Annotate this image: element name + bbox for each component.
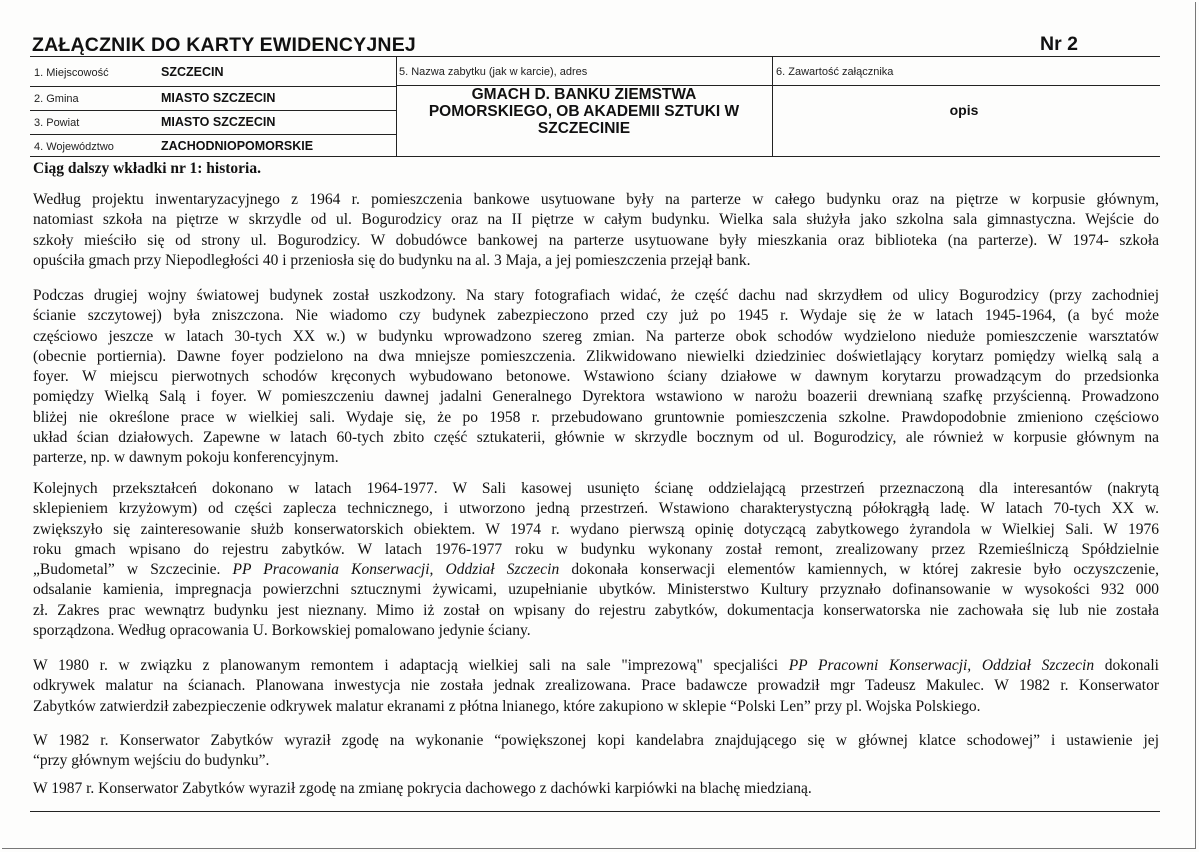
- text-run: pomiędzy Wielką Salą i foyer. W pomieszczeniu dawnej jadalni Generalnego Dyrektora wstawiono w narożu boazerii drewnianą szafkę przyścienną. Prowadzono: [33, 388, 1159, 406]
- history-paragraph: [33, 479, 1159, 641]
- field-value-locality: SZCZECIN: [161, 65, 224, 79]
- paragraph-line: [33, 479, 1159, 499]
- text-run: sklepieniem krzyżowym) od części zaplecza technicznego, i utworzono jedną przestrzeń. Wstawiono charakterystyczną półokrągłą ladę. W latach 70-tych XX w.: [33, 500, 1159, 518]
- text-run: opuściła gmach przy Niepodległości 40 i przeniosła się do budynku na al. 3 Maja, a jej pomieszczenia przejął bank.: [33, 251, 751, 269]
- paragraph-line: [33, 286, 1159, 306]
- text-run: roku gmach wpisano do rejestru zabytków. W latach 1976-1977 roku w budynku wykonany został remont, zrealizowany przez Rzemieślniczą Spółdzielnie: [33, 540, 1159, 558]
- monument-name-line: SZCZECINIE: [537, 120, 631, 137]
- paragraph-line: [33, 580, 1159, 600]
- history-paragraph: [33, 731, 1159, 772]
- field-label-locality: 1. Miejscowość: [34, 67, 109, 79]
- paragraph-line: [33, 560, 1159, 580]
- section-title: Ciąg dalszy wkładki nr 1: historia.: [33, 160, 261, 177]
- field-label-monument-name: 5. Nazwa zabytku (jak w karcie), adres: [399, 66, 588, 78]
- form-row-divider: [30, 134, 396, 135]
- document-title: ZAŁĄCZNIK DO KARTY EWIDENCYJNEJ: [32, 34, 416, 56]
- paragraph-line: [33, 367, 1159, 387]
- text-run: zwiększyło się zainteresowanie służb konserwatorskich obiektem. W 1974 r. wydano pierwszą opinię dotyczącą zabytkowego żyrandola w Wielkiej Sali. W 1976: [33, 520, 1159, 538]
- paragraph-line: [33, 231, 1159, 251]
- paragraph-line: [33, 676, 1159, 696]
- text-run: parterze, np. w dawnym pokoju konferencyjnym.: [33, 449, 339, 467]
- paragraph-line: [33, 779, 1159, 799]
- text-run: szkoły mieściło się od strony ul. Bogurodzicy. W dobudówce bankowej na parterze usytuowane były mieszkania oraz biblioteka (na parterze). W 1974- szkoła: [33, 231, 1159, 249]
- text-run: odsalanie kamienia, impregnacja powierzchni sztucznymi żywicami, uzupełnianie ubytków. Ministerstwo Kultury przyznało dofinansowanie w wysokości 932 000: [33, 581, 1159, 599]
- form-row-divider: [30, 86, 396, 87]
- paragraph-line: [33, 408, 1159, 428]
- field-label-commune: 2. Gmina: [34, 93, 79, 105]
- paragraph-line: [33, 656, 1159, 676]
- paragraph-line: [33, 347, 1159, 367]
- history-paragraph: [33, 779, 1159, 799]
- text-run: Zabytków zatwierdził zabezpieczenie odkrywek malatur ekranami z płótna lnianego, które zakupiono w sklepie “Polski Len” przy pl. Wojska Polskiego.: [33, 697, 981, 715]
- paragraph-line: [33, 621, 1159, 641]
- text-run: bliżej nie określone prace w wielkiej sali. Wydaje się, że po 1958 r. przebudowano gruntownie pomieszczenia szkolne. Prawdopodobnie zmieniono częściowo: [33, 408, 1159, 426]
- attachment-number: Nr 2: [1040, 33, 1078, 55]
- paragraph-line: [33, 327, 1159, 347]
- text-run: ścianie szczytowej) była zniszczona. Nie wiadomo czy budynek zabezpieczono przed czy już po 1945 r. Wydaje się że w latach 1945-1964, (a być może: [33, 307, 1159, 325]
- field-label-contents: 6. Zawartość załącznika: [776, 66, 894, 78]
- text-run: częściowo jeszcze w latach 30-tych XX w.) w budynku wprowadzono szereg zmian. Na parterze obok schodów wydzielono nieduże pomieszczenie warsztatów: [33, 327, 1159, 345]
- history-paragraph: [33, 286, 1159, 469]
- field-value-voivodeship: ZACHODNIOPOMORSKIE: [161, 139, 314, 153]
- text-run: dokonała konserwacji elementów kamiennych, w której zakresie było oczyszczenie,: [559, 561, 1159, 579]
- form-row-divider: [30, 110, 396, 111]
- text-run: W 1987 r. Konserwator Zabytków wyraził zgodę na zmianę pokrycia dachowego z dachówki karpiówki na blachę miedzianą.: [33, 780, 812, 797]
- text-run: sporządzona. Według opracowania U. Borkowskiej pomalowano jedynie ściany.: [33, 622, 531, 640]
- form-bottom-rule: [30, 156, 1160, 157]
- history-paragraph: [33, 656, 1159, 717]
- paragraph-line: [33, 448, 1159, 468]
- text-run: dokonali: [1094, 657, 1159, 674]
- monument-name-line: GMACH D. BANKU ZIEMSTWA: [471, 86, 697, 103]
- paragraph-line: [33, 251, 1159, 271]
- text-run: foyer. W miejscu pierwotnych schodów kręconych wybudowano betonowe. Wstawiono ściany działowe w dawnym korytarzu prowadzącym do przedsionka: [33, 368, 1159, 386]
- paragraph-line: [33, 751, 1159, 771]
- paragraph-line: [33, 601, 1159, 621]
- text-run: układ ścian działowych. Zapewne w latach 60-tych zbito część sztukaterii, głównie w skrzydle bocznym od ul. Bogurodzicy, ale również w korpusie głównym na: [33, 429, 1159, 447]
- text-run: Kolejnych przekształceń dokonano w latach 1964-1977. W Sali kasowej usunięto ścianę oddzielającą przestrzeń przeznaczoną dla interesantów (nakrytą: [33, 480, 1159, 497]
- paragraph-line: [33, 306, 1159, 326]
- text-run: odkrywek malatur na ścianach. Planowana inwestycja nie została jednak zrealizowana. Prace badawcze prowadził mgr Tadeusz Makulec. W 1982 r. Konserwator: [33, 677, 1159, 695]
- paragraph-line: [33, 210, 1159, 230]
- paragraph-line: [33, 540, 1159, 560]
- monument-name: [396, 86, 772, 137]
- text-run: zł. Zakres prac wewnątrz budynku jest nieznany. Mimo iż został on wpisany do rejestru zabytków, dokumentacja konserwatorska nie zachowała się lub nie została: [33, 601, 1159, 619]
- field-value-commune: MIASTO SZCZECIN: [161, 91, 276, 105]
- field-value-contents: opis: [949, 102, 979, 118]
- text-run: Podczas drugiej wojny światowej budynek został uszkodzony. Na stary fotografiach widać, że część dachu nad skrzydłem od ulicy Bogurodzicy (przy zachodniej: [33, 287, 1159, 304]
- paragraph-line: [33, 428, 1159, 448]
- paragraph-line: [33, 499, 1159, 519]
- paragraph-line: [33, 731, 1159, 751]
- paragraph-line: [33, 520, 1159, 540]
- field-label-voivodeship: 4. Województwo: [34, 141, 114, 153]
- paragraph-line: [33, 697, 1159, 717]
- paragraph-line: [33, 190, 1159, 210]
- text-run: (obecnie portiernia). Dawne foyer podzielono na dwa mniejsze pomieszczenia. Zlikwidowano niewielki dziedziniec doświetlający korytarz pomiędzy wielką salą a: [33, 347, 1159, 365]
- header-rule: [30, 56, 1160, 57]
- text-run: „Budometal” w Szczecinie.: [33, 561, 233, 579]
- monument-name-line: POMORSKIEGO, OB AKADEMII SZTUKI W: [428, 103, 740, 120]
- text-run: Według projektu inwentaryzacyjnego z 1964 r. pomieszczenia bankowe usytuowane były na parterze w całego budynku oraz na piętrze w korpusie głównym,: [33, 191, 1159, 208]
- text-run: W 1980 r. w związku z planowanym remontem i adaptacją wielkiej sali na sale "imprezową" specjaliści: [33, 657, 789, 674]
- text-run: W 1982 r. Konserwator Zabytków wyraził zgodę na wykonanie “powiększonej kopi kandelabra znajdującego się w głównej klatce schodowej” i ustawienie jej: [33, 732, 1159, 749]
- italic-text: PP Pracowania Konserwacji, Oddział Szczecin: [232, 561, 560, 579]
- italic-text: PP Pracowni Konserwacji, Oddział Szczecin: [788, 657, 1095, 674]
- form-row-divider: [772, 85, 1160, 86]
- text-run: “przy głównym wejściu do budynku”.: [33, 752, 270, 770]
- field-label-county: 3. Powiat: [34, 117, 80, 129]
- history-paragraph: [33, 190, 1159, 271]
- footer-rule: [30, 811, 1160, 812]
- field-value-county: MIASTO SZCZECIN: [161, 115, 276, 129]
- paragraph-line: [33, 387, 1159, 407]
- text-run: natomiast szkoła na piętrze w skrzydle od ul. Bogurodzicy oraz na II piętrze w całym budynku. Wielka sala służyła jako szkolna sala gimnastyczna. Wejście do: [33, 211, 1159, 229]
